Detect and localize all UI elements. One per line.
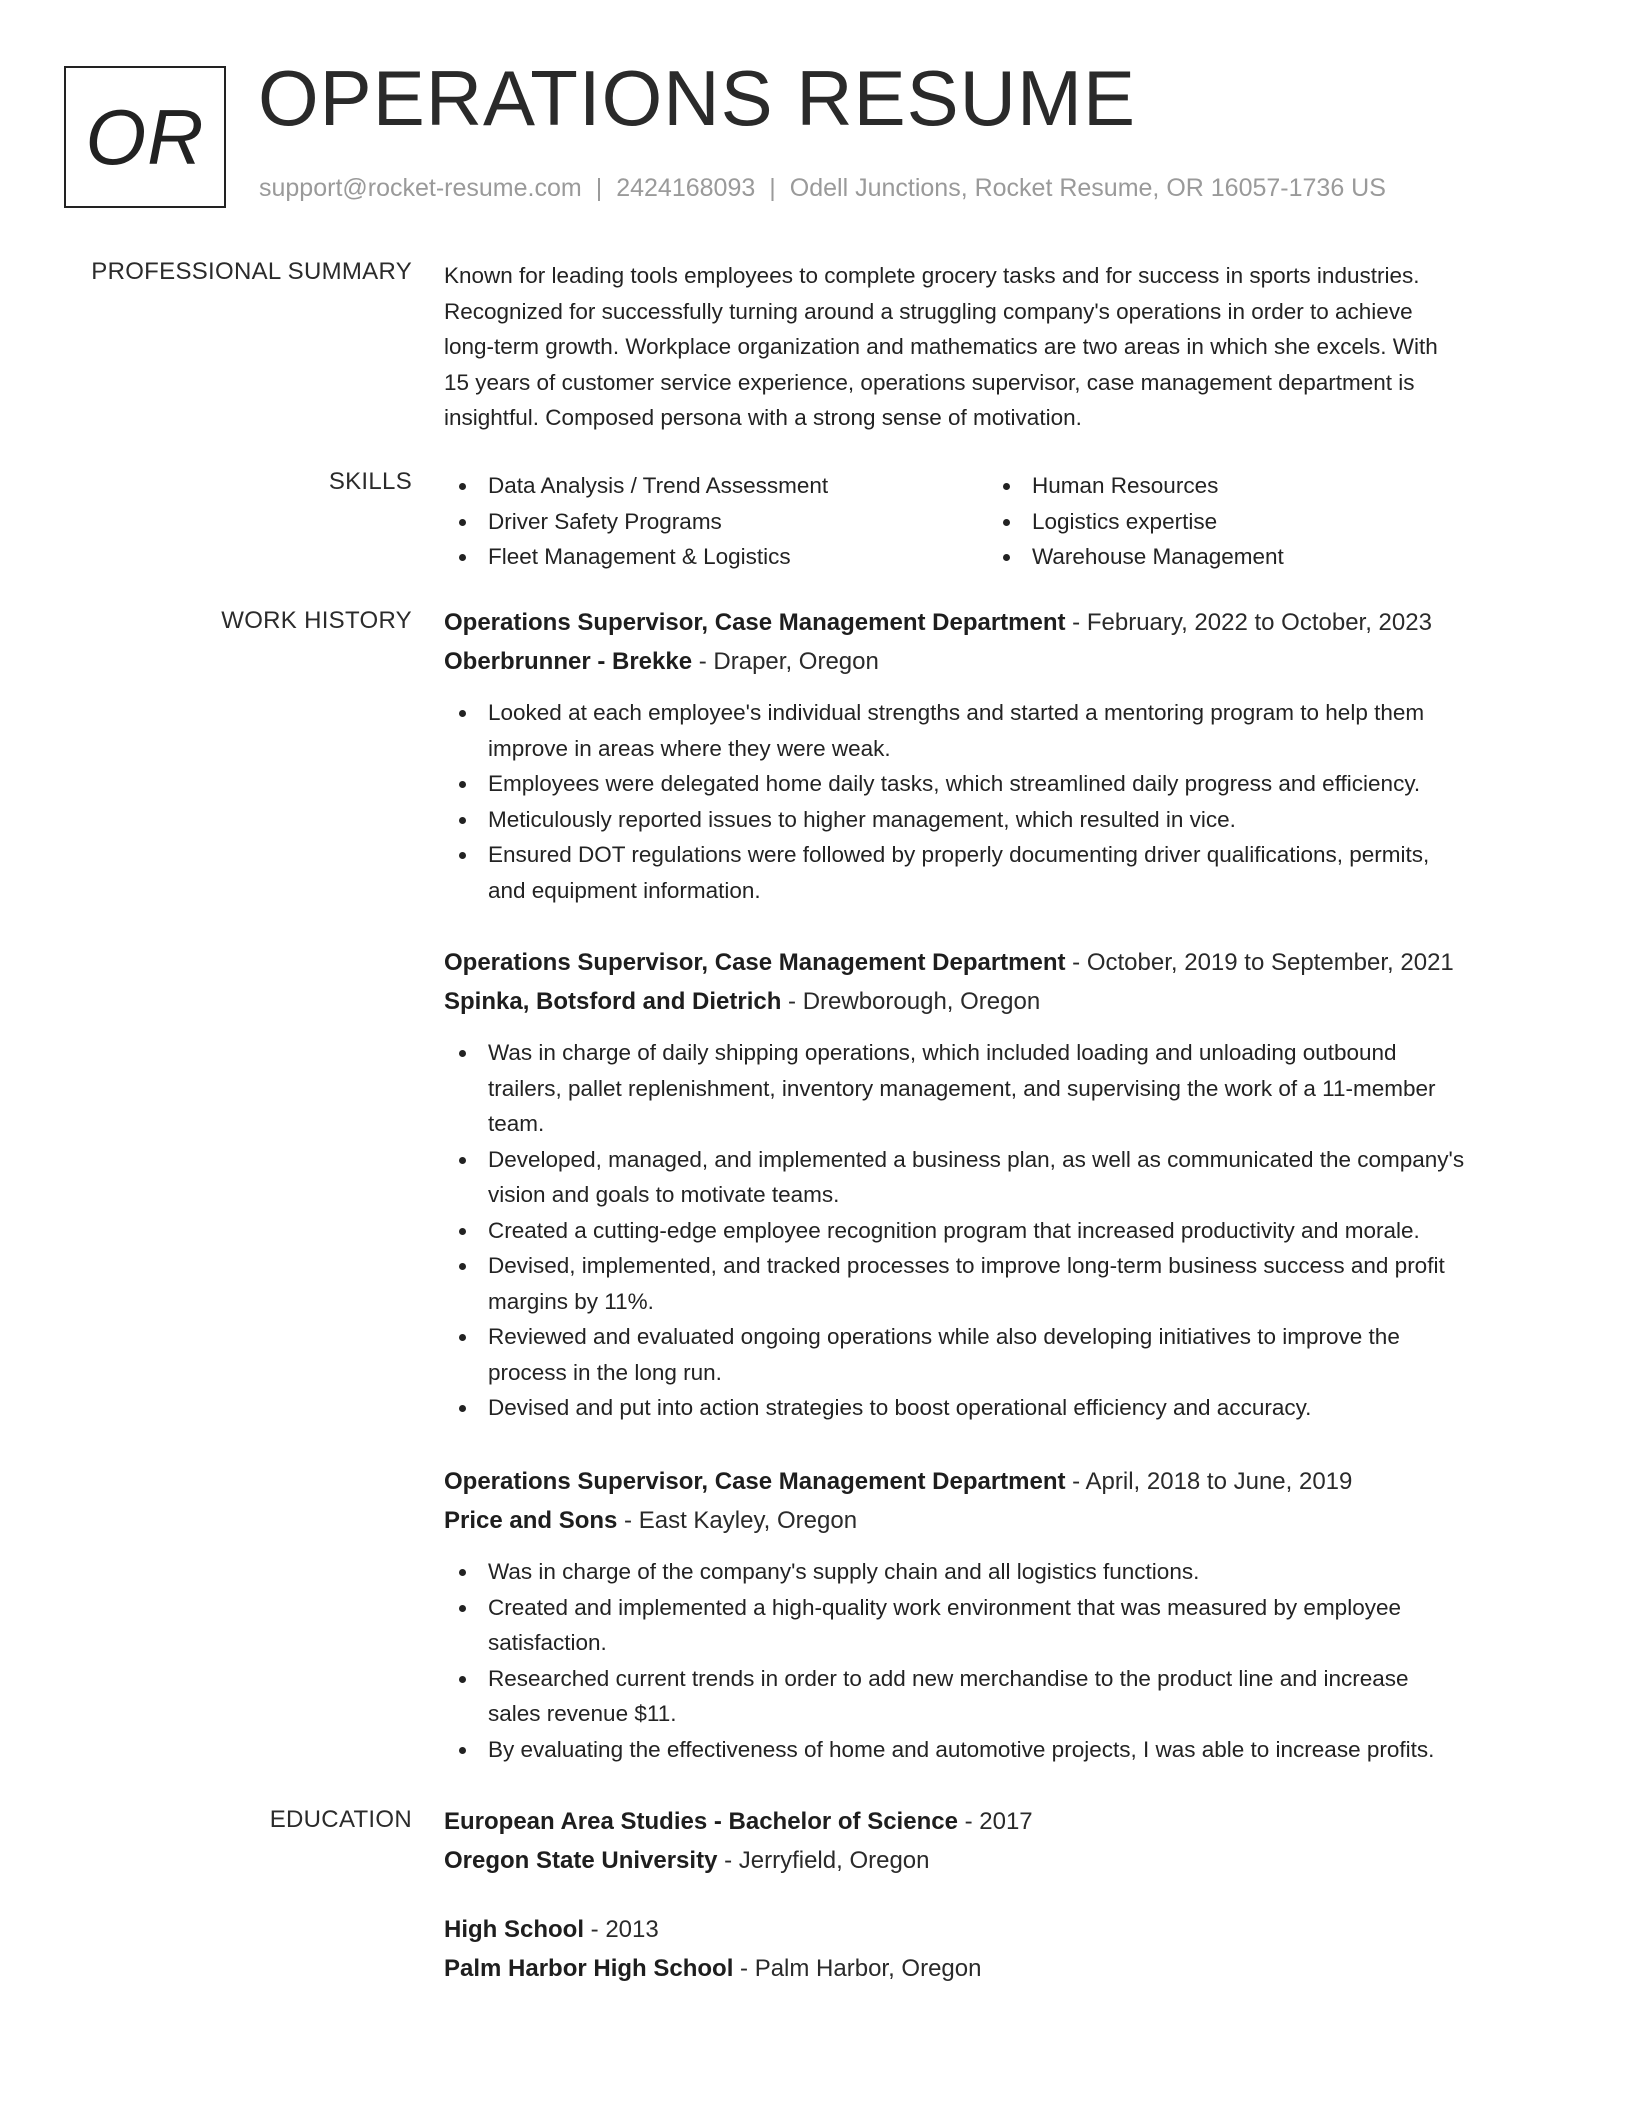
contact-line [259,174,1386,203]
job-dates: - February, 2022 to October, 2023 [1065,609,1432,636]
bullet-line: Researched current trends in order to add new merchandise to the product line and increase [488,1665,1409,1691]
bullet-line: sales revenue $11. [488,1701,677,1726]
bullet-line: Created a cutting-edge employee recognition program that increased productivity and morale. [488,1217,1420,1243]
bullet-line: Ensured DOT regulations were followed by properly documenting driver qualifications, permits, [488,842,1430,867]
bullet-line: Was in charge of daily shipping operations, which included loading and unloading outbound [488,1040,1397,1065]
job-bullets [444,695,1554,908]
bullet-line: Was in charge of the company's supply chain and all logistics functions. [488,1559,1200,1584]
summary-line: insightful. Composed persona with a strong sense of motivation. [444,405,1082,430]
job-bullets [444,1554,1554,1767]
bullet-line: vision and goals to motivate teams. [488,1182,840,1207]
job-bullet [444,695,1554,766]
education-location: - Jerryfield, Oregon [717,1847,930,1874]
contact-email: support@rocket-resume.com [259,174,582,202]
job-title-line [444,603,1554,642]
job-title: Operations Supervisor, Case Management Department [444,609,1066,636]
skills-label: SKILLS [328,468,412,495]
summary-body [444,258,1554,436]
skill-item: Warehouse Management [988,539,1508,575]
contact-separator: | [769,174,776,202]
summary-line: long-term growth. Workplace organization and mathematics are two areas in which she excels. With [444,334,1438,359]
bullet-line: improve in areas where they were weak. [488,735,891,761]
bullet-line: Employees were delegated home daily tasks, which streamlined daily progress and efficiency. [488,771,1421,796]
summary-line: Recognized for successfully turning around a struggling company's operations in order to achieve [444,298,1413,324]
bullet-line: Created and implemented a high-quality work environment that was measured by employee [488,1594,1401,1620]
job-bullet [444,837,1554,908]
bullet-line: Reviewed and evaluated ongoing operations while also developing initiatives to improve the [488,1324,1400,1349]
job-entry [444,943,1554,1426]
summary-label: PROFESSIONAL SUMMARY [91,258,412,285]
job-bullet [444,1732,1554,1768]
bullet-line: By evaluating the effectiveness of home and automotive projects, I was able to increase profits. [488,1736,1435,1762]
job-bullet [444,1554,1554,1590]
education-year: - 2017 [957,1808,1033,1835]
job-bullet [444,1590,1554,1661]
job-bullet [444,1248,1554,1319]
education-year: - 2013 [584,1916,659,1943]
bullet-line: team. [488,1111,545,1136]
job-location: - Draper, Oregon [692,648,879,675]
job-title: Operations Supervisor, Case Management Department [444,1468,1066,1495]
bullet-line: Devised, implemented, and tracked processes to improve long-term business success and profit [488,1253,1445,1278]
skill-item: Human Resources [988,468,1508,504]
skill-item: Driver Safety Programs [444,504,964,540]
bullet-line: and equipment information. [488,877,761,903]
bullet-line: satisfaction. [488,1630,607,1655]
job-location: - East Kayley, Oregon [617,1507,858,1534]
bullet-line: Looked at each employee's individual strengths and started a mentoring program to help them [488,700,1425,725]
education-school-line [444,1949,1554,1988]
job-bullet [444,1213,1554,1249]
job-bullet [444,766,1554,802]
bullet-line: Meticulously reported issues to higher management, which resulted in vice. [488,806,1236,832]
education-school: Palm Harbor High School [444,1955,734,1982]
contact-address: Odell Junctions, Rocket Resume, OR 16057-1736 US [789,174,1386,202]
summary-line: Known for leading tools employees to complete grocery tasks and for success in sports industries. [444,263,1420,288]
skills-list-left [444,468,964,575]
skill-item: Fleet Management & Logistics [444,539,964,575]
job-bullet [444,1319,1554,1390]
job-bullet [444,1142,1554,1213]
job-company-line [444,1501,1554,1540]
bullet-line: margins by 11%. [488,1288,654,1314]
job-company: Oberbrunner - Brekke [444,648,693,675]
skill-item: Logistics expertise [988,504,1508,540]
education-school-line [444,1841,1554,1880]
monogram-initials: OR [85,92,205,181]
job-company-line [444,982,1554,1021]
education-entry [444,1910,1554,1988]
contact-separator: | [595,174,603,202]
job-bullet [444,1035,1554,1142]
job-entry [444,1462,1554,1767]
education-degree-line [444,1910,1554,1949]
education-school: Oregon State University [444,1847,718,1874]
job-title-line [444,1462,1554,1501]
job-company: Price and Sons [444,1507,618,1534]
job-location: - Drewborough, Oregon [781,988,1041,1015]
bullet-line: Devised and put into action strategies to boost operational efficiency and accuracy. [488,1395,1312,1420]
job-entry [444,603,1554,908]
education-label: EDUCATION [269,1806,412,1833]
summary-text [444,258,1554,436]
job-bullet [444,1390,1554,1426]
summary-line: 15 years of customer service experience, operations supervisor, case management department is [444,369,1415,395]
job-company-line [444,642,1554,681]
education-entry [444,1802,1554,1880]
work-history-label: WORK HISTORY [221,607,412,634]
job-company: Spinka, Botsford and Dietrich [444,988,782,1015]
resume-name: OPERATIONS RESUME [258,54,1137,142]
job-bullets [444,1035,1554,1426]
skill-item: Data Analysis / Trend Assessment [444,468,964,504]
monogram-badge [64,66,226,208]
education-degree-line [444,1802,1554,1841]
skills-body [444,468,1554,578]
job-dates: - October, 2019 to September, 2021 [1065,949,1454,976]
skills-list-right [988,468,1508,575]
job-title-line [444,943,1554,982]
job-dates: - April, 2018 to June, 2019 [1065,1468,1353,1495]
contact-phone: 2424168093 [616,174,756,202]
bullet-line: process in the long run. [488,1359,722,1385]
bullet-line: Developed, managed, and implemented a business plan, as well as communicated the company's [488,1146,1465,1172]
education-location: - Palm Harbor, Oregon [733,1955,982,1982]
job-bullet [444,802,1554,838]
job-title: Operations Supervisor, Case Management Department [444,949,1066,976]
education-degree: High School [444,1916,584,1943]
job-bullet [444,1661,1554,1732]
education-degree: European Area Studies - Bachelor of Science [444,1808,958,1835]
bullet-line: trailers, pallet replenishment, inventory management, and supervising the work of a 11-member [488,1075,1436,1101]
